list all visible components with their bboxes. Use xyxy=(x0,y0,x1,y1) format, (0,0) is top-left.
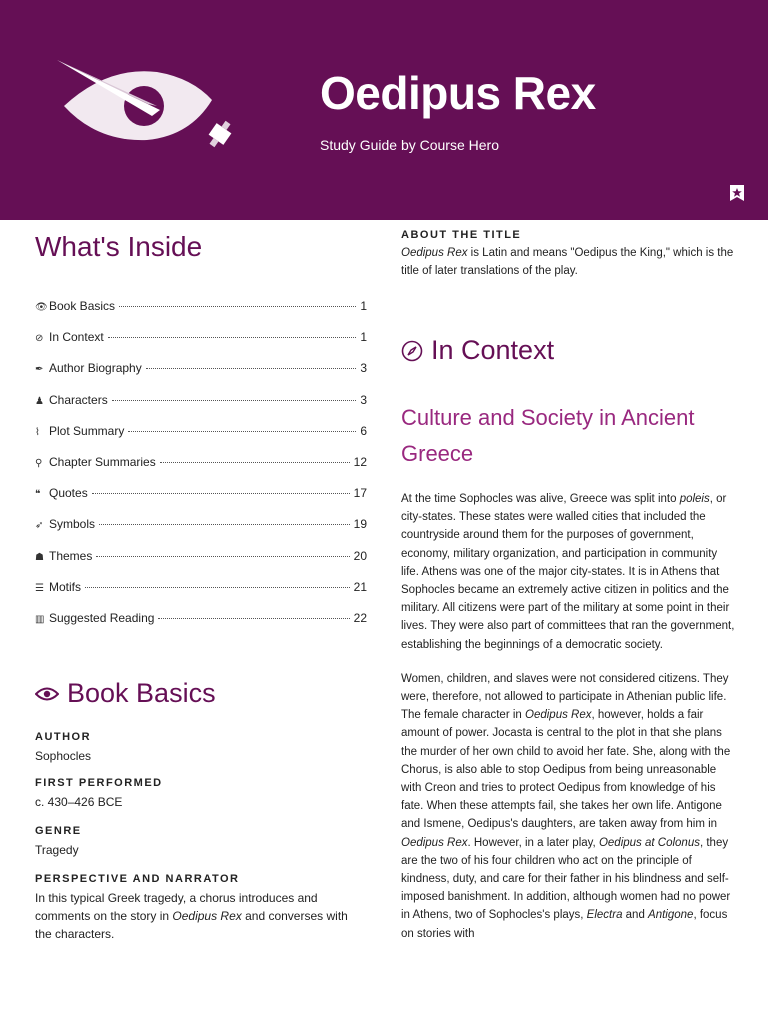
toc-item-symbols[interactable] xyxy=(35,517,367,548)
toc-leader xyxy=(160,462,350,463)
toc-item-label: Chapter Summaries xyxy=(49,454,156,469)
toc-item-motifs[interactable] xyxy=(35,580,367,611)
toc-item-page: 20 xyxy=(353,548,367,563)
genre-label: GENRE xyxy=(35,825,82,838)
toc-item-label: Plot Summary xyxy=(49,423,125,438)
eye-icon: 👁 xyxy=(35,302,48,313)
toc-item-page: 22 xyxy=(353,610,367,625)
toc-item-page: 12 xyxy=(353,454,367,469)
right-column xyxy=(401,220,736,943)
toc-leader xyxy=(158,618,349,619)
toc-heading: What's Inside xyxy=(35,231,203,262)
in-context-title: In Context xyxy=(431,335,555,365)
people-icon: ♟ xyxy=(35,395,44,407)
book-basics-section xyxy=(35,678,367,943)
toc-item-page: 19 xyxy=(353,517,367,532)
toc-item-label: Book Basics xyxy=(49,299,116,313)
toc-item-label: Author Biography xyxy=(49,361,142,376)
pen-nib-icon: ✒ xyxy=(35,364,44,376)
list-icon: ☰ xyxy=(35,582,44,594)
eye-icon xyxy=(35,687,59,701)
quote-icon: ❝ xyxy=(35,489,41,501)
toc-item-book-basics[interactable] xyxy=(35,299,367,330)
page-title: Oedipus Rex xyxy=(320,67,596,119)
toc-item-label: Characters xyxy=(49,392,108,407)
magnifier-icon: ⚲ xyxy=(35,457,43,469)
toc-item-chapter-summaries[interactable] xyxy=(35,455,367,486)
toc-leader xyxy=(108,337,357,338)
line-chart-icon: ⌇ xyxy=(35,426,40,438)
toc-leader xyxy=(96,556,349,557)
toc-item-label: Suggested Reading xyxy=(49,610,155,625)
toc-item-author-biography[interactable] xyxy=(35,361,367,392)
toc-item-suggested-reading[interactable] xyxy=(35,611,367,642)
toc-item-label: Motifs xyxy=(49,579,82,594)
toc-item-page: 6 xyxy=(360,423,367,438)
toc-leader xyxy=(85,587,350,588)
compass-icon xyxy=(401,340,423,362)
narrator-label: PERSPECTIVE AND NARRATOR xyxy=(35,873,240,886)
header-banner xyxy=(0,0,768,220)
toc-item-label: In Context xyxy=(49,330,104,345)
pierced-eye-logo xyxy=(52,58,252,158)
in-context-heading xyxy=(401,335,736,366)
toc-item-page: 1 xyxy=(360,330,367,345)
toc-leader xyxy=(119,306,356,307)
author-label: AUTHOR xyxy=(35,731,92,744)
narrator-text: In this typical Greek tragedy, a chorus introduces and comments on the story in Oedipus Rex and converses with the characters. xyxy=(35,891,348,942)
toc-leader xyxy=(112,400,357,401)
toc-item-page: 3 xyxy=(360,392,367,407)
masks-icon: ☗ xyxy=(35,551,44,563)
toc-item-characters[interactable] xyxy=(35,393,367,424)
toc-item-label: Quotes xyxy=(49,486,88,501)
toc-item-in-context[interactable] xyxy=(35,330,367,361)
paragraph-women: Women, children, and slaves were not considered citizens. They were, therefore, not allowed to participate in Athenian public life. The female character in Oedipus Rex, however, holds a fair amount of power. Jocasta is central to the plot in that she plans the murder of her own child to avoid her fate. She, along with the Chorus, is also able to stop Oedipus from being unreasonable with Creon and tries to protect Oedipus from knowledge of his fate. When these attempts fail, she takes her own life. Antigone and Ismene, Oedipus's daughters, are taken away from him in Oedipus Rex. However, in a later play, Oedipus at Colonus, they are the two of his four children who act on the principle of kindness, duty, and care for their father in his blindness and self-imposed banishment. In addition, although women had no power in Athens, two of Sophocles's plays, Electra and Antigone, focus on stories with xyxy=(401,672,731,940)
compass-icon: ⊘ xyxy=(35,333,44,345)
culture-subheading: Culture and Society in Ancient Greece xyxy=(401,405,695,466)
left-column xyxy=(35,220,367,943)
toc-leader xyxy=(128,431,356,432)
author-value: Sophocles xyxy=(35,749,92,764)
toc-leader xyxy=(99,524,350,525)
bookmark-star-icon[interactable] xyxy=(728,184,746,202)
book-basics-heading xyxy=(35,678,367,709)
about-title-label: ABOUT THE TITLE xyxy=(401,229,522,241)
toc-item-plot-summary[interactable] xyxy=(35,424,367,455)
first-performed-value: c. 430–426 BCE xyxy=(35,795,123,810)
toc-item-page: 1 xyxy=(360,299,367,313)
paragraph-poleis: At the time Sophocles was alive, Greece was split into poleis, or city-states. These states were walled cities that included the countryside around them for the purposes of government, economy, military organization, and participation in community life. Athens was one of the major city-states. It is in Athens that Sophocles became an extremely active citizen in politics and the military. All citizens were part of the military at some point in their lives. They were also part of committees that ran the government, establishing the beginnings of a democratic society. xyxy=(401,493,735,651)
toc-item-page: 21 xyxy=(353,579,367,594)
toc-leader xyxy=(146,368,357,369)
toc-item-page: 3 xyxy=(360,361,367,376)
bird-icon: ➶ xyxy=(35,520,44,532)
toc-item-label: Symbols xyxy=(49,517,96,532)
toc-item-label: Themes xyxy=(49,548,93,563)
book-basics-title: Book Basics xyxy=(67,678,216,709)
table-of-contents xyxy=(35,299,367,642)
toc-leader xyxy=(92,493,350,494)
genre-value: Tragedy xyxy=(35,843,79,858)
toc-item-themes[interactable] xyxy=(35,549,367,580)
first-performed-label: FIRST PERFORMED xyxy=(35,777,163,790)
about-title-text: Oedipus Rex is Latin and means "Oedipus the King," which is the title of later translations of the play. xyxy=(401,247,734,277)
toc-item-quotes[interactable] xyxy=(35,486,367,517)
books-icon: ▥ xyxy=(35,613,45,625)
page-subtitle: Study Guide by Course Hero xyxy=(320,137,499,153)
toc-item-page: 17 xyxy=(353,486,367,501)
